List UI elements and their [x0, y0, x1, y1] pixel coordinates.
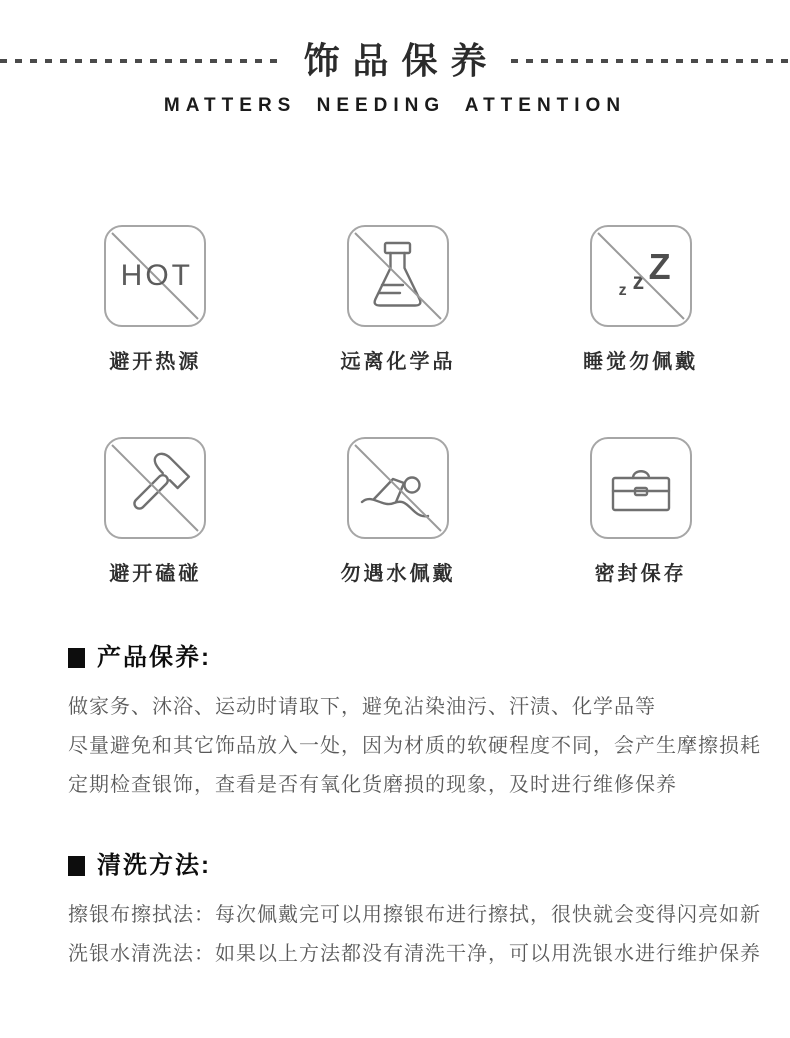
- page-title: 饰品保养: [303, 40, 500, 81]
- title-dash-left: [0, 59, 280, 64]
- page-subtitle: MATTERS NEEDING ATTENTION: [163, 95, 627, 116]
- icon-label: 避开磕碰: [109, 563, 202, 585]
- no-heat-icon: [104, 225, 206, 327]
- care-icon-grid: [0, 225, 790, 587]
- no-chemicals-icon: [347, 225, 449, 327]
- no-swimming-icon: [347, 437, 449, 539]
- no-hammer-icon: [104, 437, 206, 539]
- swimmer-icon: [349, 439, 447, 537]
- clean-line: 擦银布擦拭法：每次佩戴完可以用擦银布进行擦拭，很快就会变得闪亮如新: [68, 904, 761, 926]
- care-item-avoid-knocks: [104, 437, 206, 587]
- section-product-care: [0, 643, 790, 805]
- hammer-icon: [106, 439, 204, 537]
- icon-label: 远离化学品: [340, 351, 456, 373]
- section-heading: [68, 643, 734, 673]
- section-body: [68, 896, 761, 974]
- care-line: 尽量避免和其它饰品放入一处，因为材质的软硬程度不同，会产生摩擦损耗: [68, 735, 761, 757]
- z-small: z: [618, 282, 627, 299]
- section-heading-text: 产品保养:: [97, 644, 211, 671]
- square-bullet-icon: [68, 648, 85, 668]
- title-dash-right: [511, 59, 790, 64]
- page-header: [0, 0, 790, 82]
- sleep-zzz-icon: [590, 225, 692, 327]
- prohibition-diagonal-icon: [592, 227, 690, 325]
- flask-icon: [349, 227, 447, 325]
- hot-text: HOT: [120, 259, 193, 292]
- icon-label: 勿遇水佩戴: [340, 563, 456, 585]
- care-item-no-sleep: [583, 225, 698, 375]
- care-line: 做家务、沐浴、运动时请取下，避免沾染油污、汗渍、化学品等: [68, 696, 656, 718]
- z-mid: z: [632, 268, 645, 294]
- icon-label: 密封保存: [594, 563, 687, 585]
- clean-line: 洗银水清洗法：如果以上方法都没有清洗干净，可以用洗银水进行维护保养: [68, 943, 761, 965]
- icon-label: 避开热源: [109, 351, 202, 373]
- icon-label: 睡觉勿佩戴: [583, 351, 699, 373]
- section-heading-text: 清洗方法:: [97, 852, 211, 879]
- storage-case-icon: [590, 437, 692, 539]
- briefcase-icon: [592, 439, 690, 537]
- care-item-avoid-heat: [104, 225, 206, 375]
- care-item-no-chemicals: [340, 225, 455, 375]
- care-item-no-water: [340, 437, 455, 587]
- section-heading: [68, 851, 734, 881]
- care-item-sealed-storage: [590, 437, 692, 587]
- care-line: 定期检查银饰，查看是否有氧化货磨损的现象，及时进行维修保养: [68, 774, 677, 796]
- square-bullet-icon: [68, 856, 85, 876]
- z-large: Z: [648, 246, 671, 287]
- section-cleaning-method: [0, 851, 790, 974]
- section-body: [68, 688, 761, 805]
